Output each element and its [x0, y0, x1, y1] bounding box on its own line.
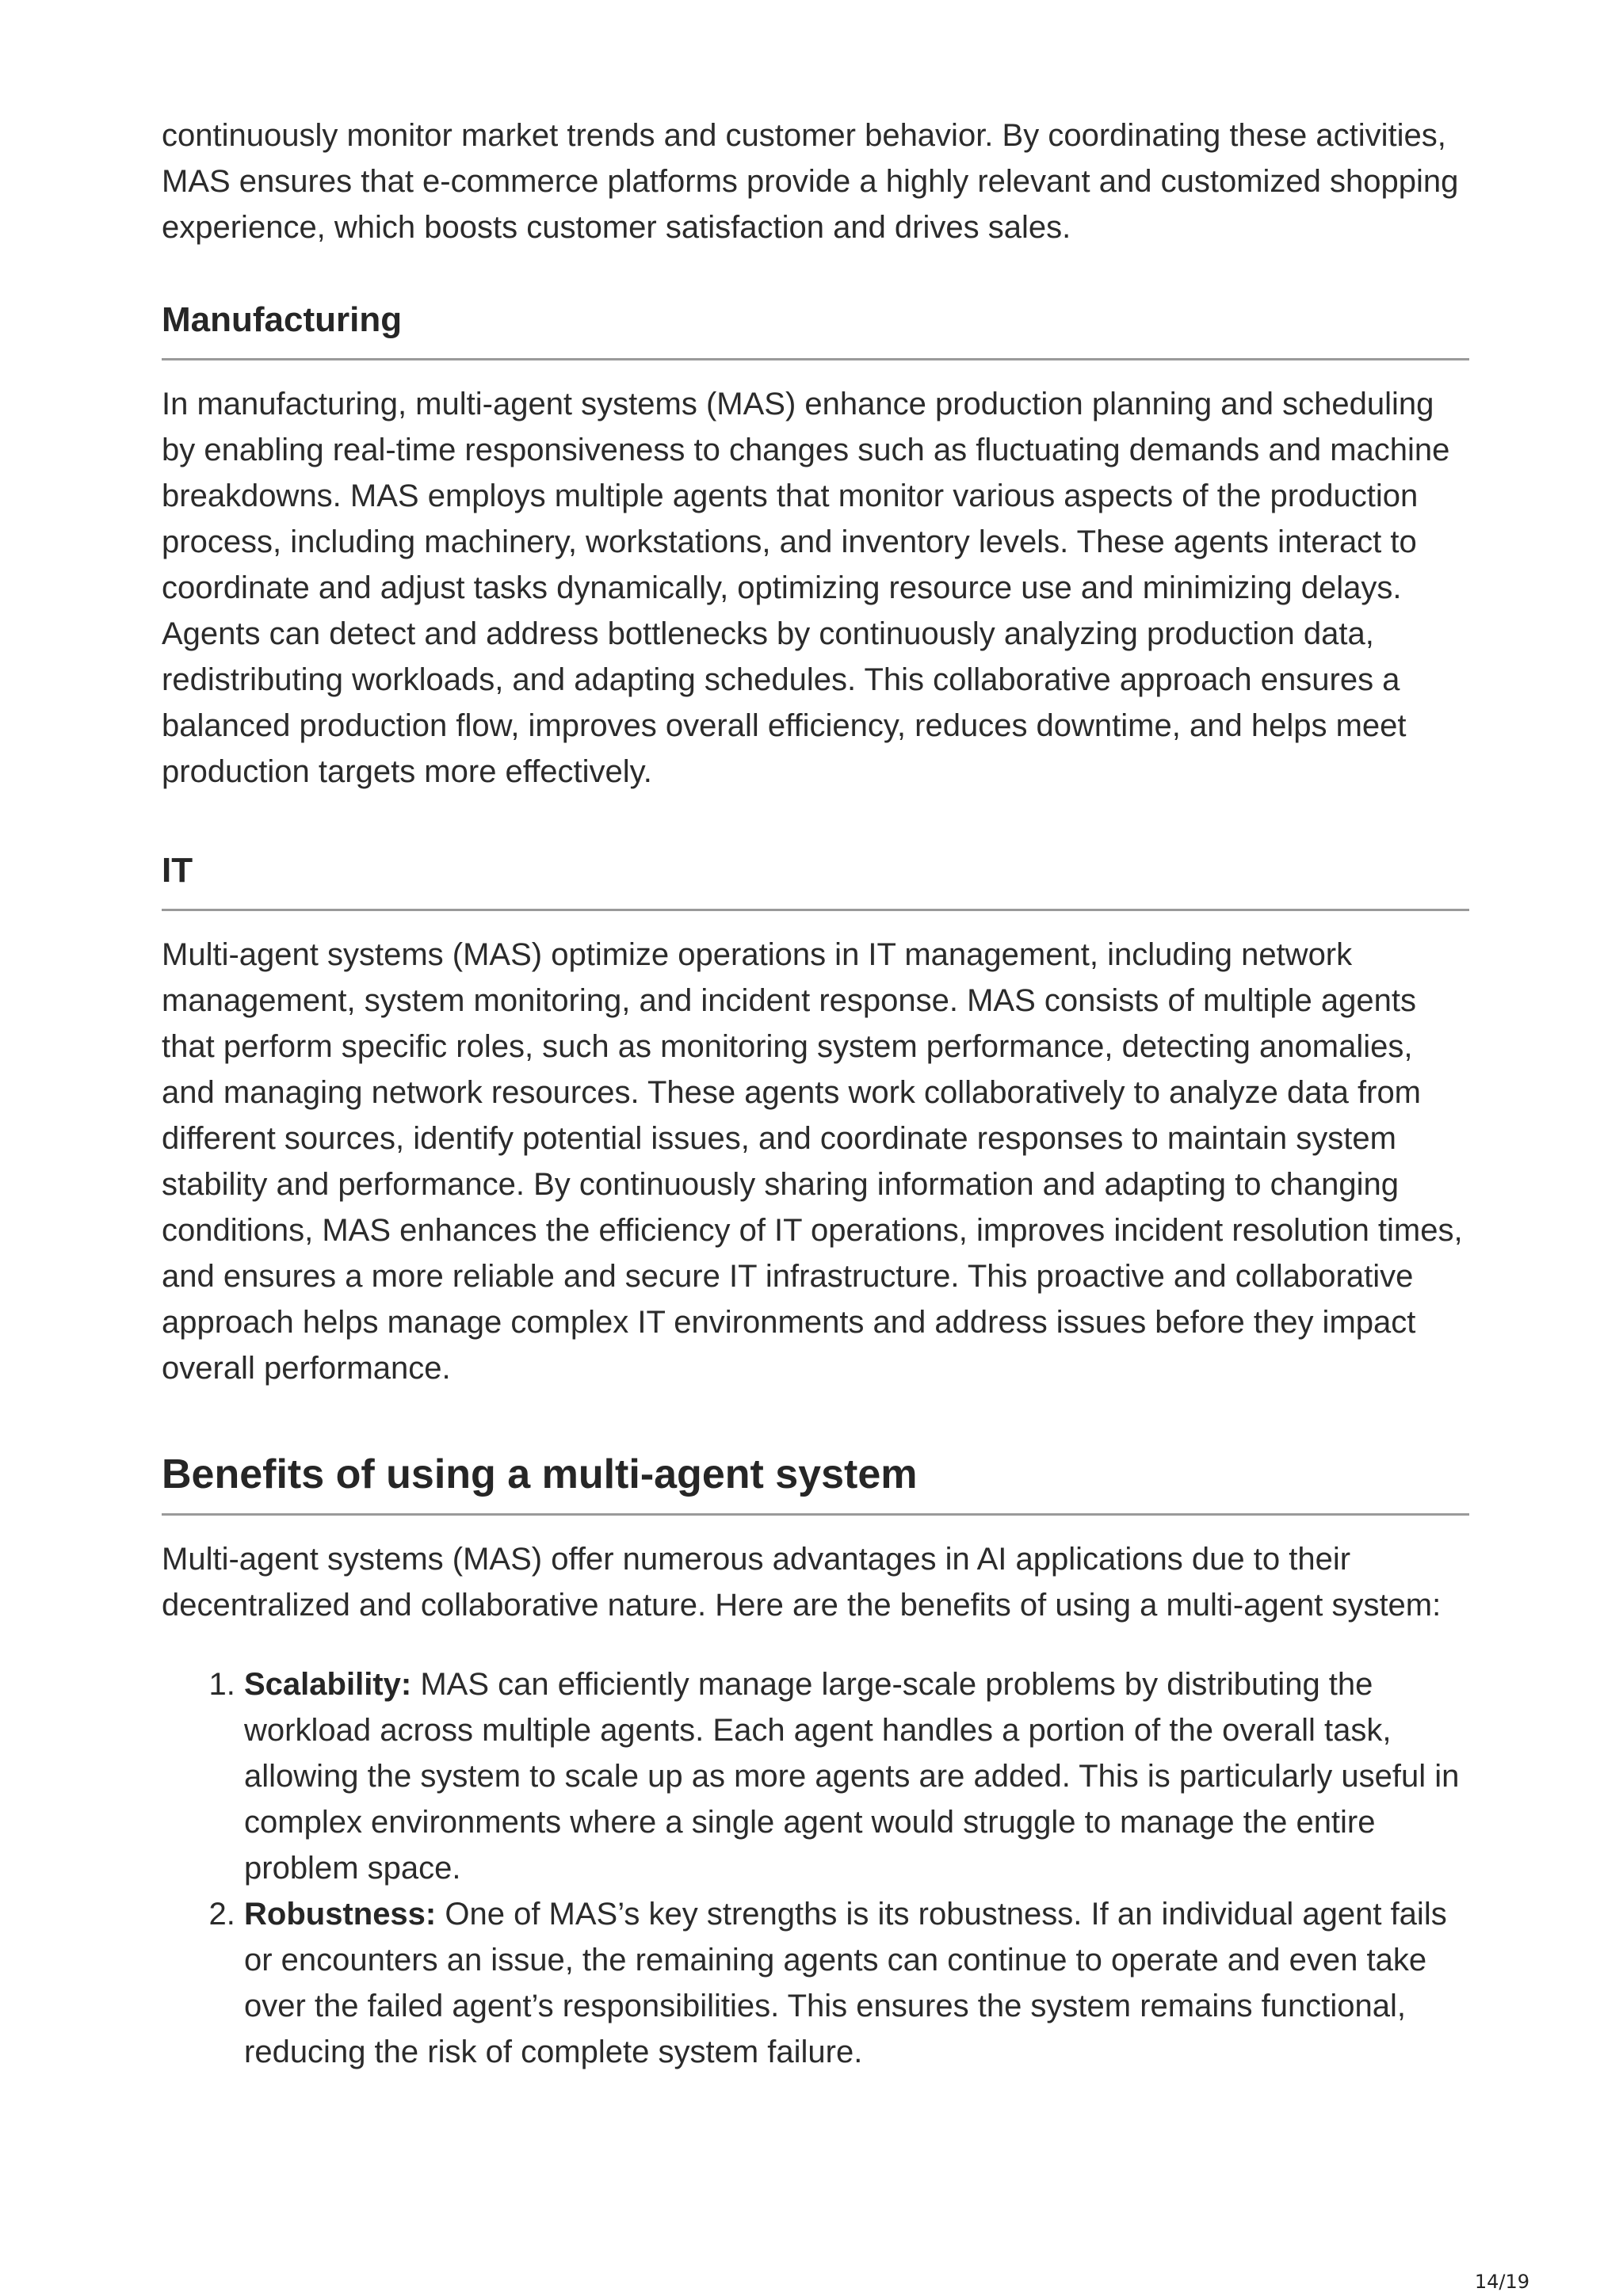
benefit-list-item: [244, 1661, 1469, 1891]
it-section: [162, 847, 1469, 1391]
manufacturing-heading: Manufacturing: [162, 296, 1469, 360]
benefits-heading: Benefits of using a multi-agent system: [162, 1447, 1469, 1516]
it-paragraph: Multi-agent systems (MAS) optimize operations in IT management, including network management, system monitoring, and incident response. MAS consists of multiple agents that perform specific roles, such as monitoring system performance, detecting anomalies, and managing network resources. These agents work collaboratively to analyze data from different sources, identify potential issues, and coordinate responses to maintain system stability and performance. By continuously sharing information and adapting to changing conditions, MAS enhances the efficiency of IT operations, improves incident resolution times, and ensures a more reliable and secure IT infrastructure. This proactive and collaborative approach helps manage complex IT environments and address issues before they impact overall performance.: [162, 937, 1463, 1386]
manufacturing-section: [162, 296, 1469, 795]
benefit-term: Robustness:: [244, 1897, 437, 1932]
benefit-description: MAS can efficiently manage large-scale problems by distributing the workload across multiple agents. Each agent handles a portion of the overall task, allowing the system to scale up as more agents are added. This is particularly useful in complex environments where a single agent would struggle to manage the entire problem space.: [244, 1667, 1460, 1886]
benefit-list-item: [244, 1891, 1469, 2075]
benefit-term: Scalability:: [244, 1667, 412, 1702]
page-number: 14/19: [1474, 2271, 1529, 2293]
benefit-description: One of MAS’s key strengths is its robustness. If an individual agent fails or encounters an issue, the remaining agents can continue to operate and even take over the failed agent’s responsibilities. This ensures the system remains functional, reducing the risk of complete system failure.: [244, 1897, 1447, 2069]
article-content: [162, 113, 1469, 2075]
intro-paragraph: continuously monitor market trends and customer behavior. By coordinating these activities, MAS ensures that e-commerce platforms provide a highly relevant and customized shopping experience, which boosts customer satisfaction and drives sales.: [162, 118, 1459, 245]
benefits-intro-paragraph: Multi-agent systems (MAS) offer numerous advantages in AI applications due to their decentralized and collaborative nature. Here are the benefits of using a multi-agent system:: [162, 1542, 1442, 1623]
benefits-section: [162, 1447, 1469, 2075]
manufacturing-paragraph: In manufacturing, multi-agent systems (MAS) enhance production planning and scheduling by enabling real-time responsiveness to changes such as fluctuating demands and machine breakdowns. MAS employs multiple agents that monitor various aspects of the production process, including machinery, workstations, and inventory levels. These agents interact to coordinate and adjust tasks dynamically, optimizing resource use and minimizing delays. Agents can detect and address bottlenecks by continuously analyzing production data, redistributing workloads, and adapting schedules. This collaborative approach ensures a balanced production flow, improves overall efficiency, reduces downtime, and helps meet production targets more effectively.: [162, 387, 1450, 789]
it-heading: IT: [162, 847, 1469, 911]
benefits-list: [162, 1661, 1469, 2075]
